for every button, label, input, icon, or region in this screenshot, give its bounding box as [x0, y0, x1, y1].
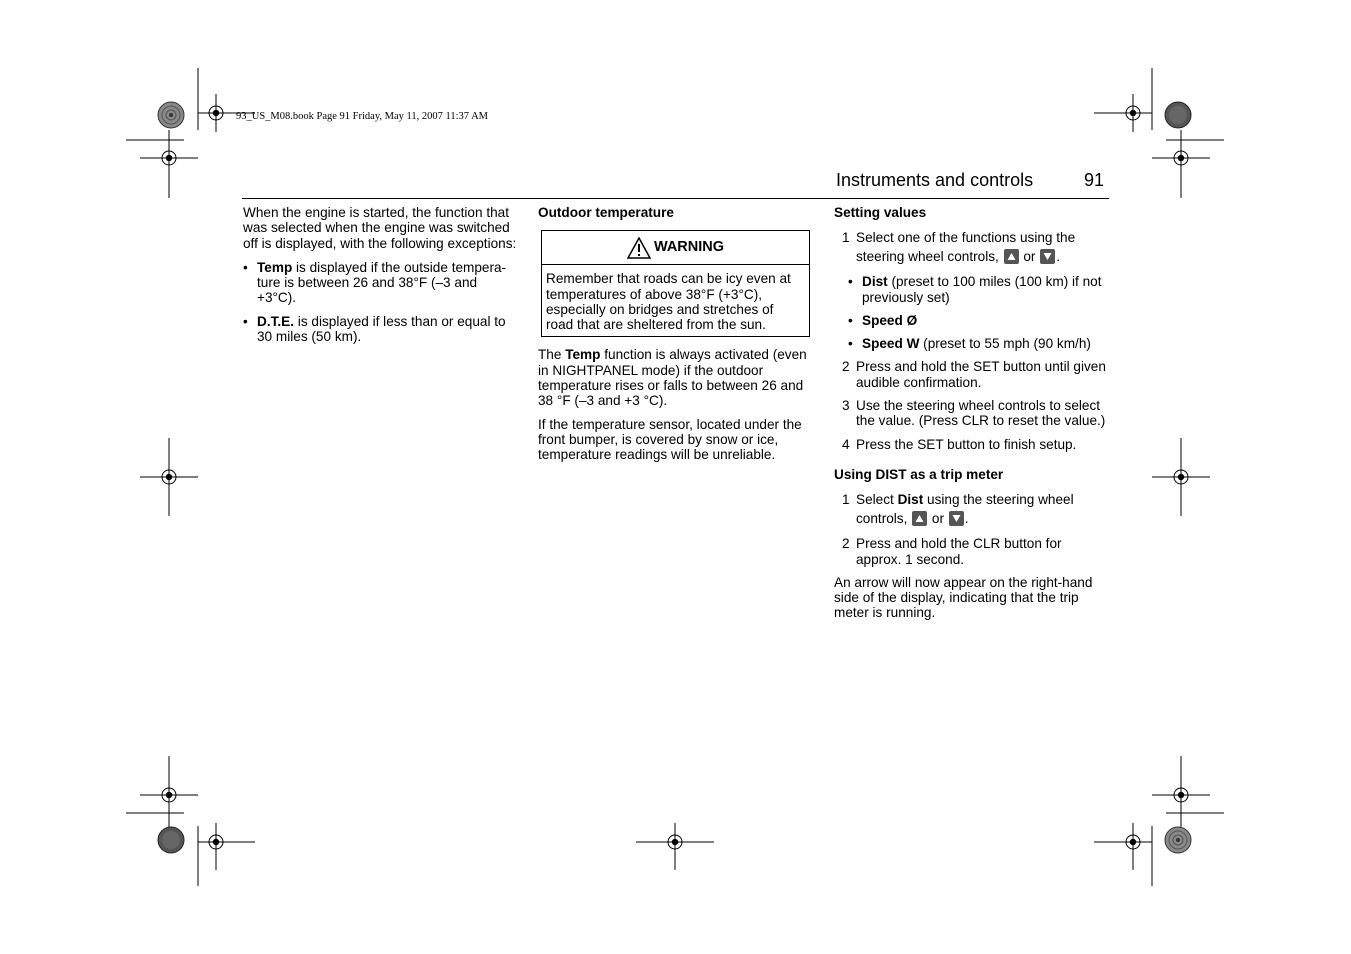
- page-number: 91: [1084, 170, 1105, 190]
- list-item: • Temp is displayed if the outside tempera-ture is between 26 and 38°F (–3 and +3°C).: [243, 259, 507, 306]
- list-item: • Dist (preset to 100 miles (100 km) if not previously set): [848, 274, 1102, 305]
- page-title: Instruments and controls: [836, 170, 1034, 190]
- list-item: 2 Press and hold the SET button until given audible confirmation.: [842, 359, 1106, 390]
- column-middle: [538, 205, 811, 471]
- temp-paragraph: The Temp function is always activated (even in NIGHTPANEL mode) if the outdoor temperature rises or falls to between 26 and 38 °F (–3 and +3 °C).: [538, 347, 807, 409]
- list-item: 4 Press the SET button to finish setup.: [842, 436, 1077, 452]
- arrow-down-button-icon: [1040, 249, 1055, 264]
- section-heading: Using DIST as a trip meter: [834, 466, 1004, 482]
- warning-triangle-icon: [627, 237, 651, 259]
- intro-paragraph: When the engine is started, the function that was selected when the engine was switched off is displayed, with the following exceptions:: [243, 205, 517, 251]
- column-right: [834, 205, 1109, 629]
- list-item: • Speed W (preset to 55 mph (90 km/h): [848, 336, 1091, 352]
- color-bar-icon: [1165, 102, 1191, 128]
- color-bar-icon: [158, 827, 184, 853]
- color-bar-icon: [1165, 827, 1191, 853]
- closing-paragraph: An arrow will now appear on the right-hand side of the display, indicating that the trip meter is running.: [834, 574, 1093, 621]
- arrow-up-button-icon: [1004, 249, 1019, 264]
- bullet-text: is displayed if less than or equal to 30 miles (50 km).: [257, 313, 506, 345]
- list-item: 1 Select Dist using the steering wheel controls, or .: [842, 492, 1074, 527]
- bullet-text: is displayed if the outside tempera-ture is between 26 and 38°F (–3 and +3°C).: [257, 259, 507, 306]
- arrow-down-button-icon: [949, 511, 964, 526]
- sensor-paragraph: If the temperature sensor, located under the front bumper, is covered by snow or ice, temperature readings will be unreliable.: [538, 416, 802, 463]
- warning-title: WARNING: [653, 239, 725, 256]
- list-item: • Speed Ø: [848, 312, 918, 328]
- header-rule: [242, 198, 1109, 199]
- warning-text: Remember that roads can be icy even at temperatures of above 38°F (+3°C), especially on bridges and stretches of road that are sheltered from the sun.: [546, 271, 791, 333]
- section-heading: Setting values: [834, 205, 927, 220]
- column-left: [243, 205, 519, 352]
- color-bar-icon: [158, 102, 184, 128]
- bullet-term: D.T.E.: [257, 313, 295, 329]
- warning-box: [541, 230, 810, 337]
- list-item: • D.T.E. is displayed if less than or equal to 30 miles (50 km).: [243, 313, 506, 345]
- arrow-up-button-icon: [912, 511, 927, 526]
- list-item: 3 Use the steering wheel controls to select the value. (Press CLR to reset the value.): [842, 398, 1106, 429]
- list-item: 1 Select one of the functions using the steering wheel controls, or .: [842, 230, 1076, 265]
- list-item: 2 Press and hold the CLR button for approx. 1 second.: [842, 536, 1062, 567]
- section-heading: Outdoor temperature: [538, 205, 674, 220]
- print-slug: 93_US_M08.book Page 91 Friday, May 11, 2007 11:37 AM: [236, 111, 488, 122]
- warning-header: [542, 231, 809, 265]
- bullet-term: Temp: [257, 259, 293, 275]
